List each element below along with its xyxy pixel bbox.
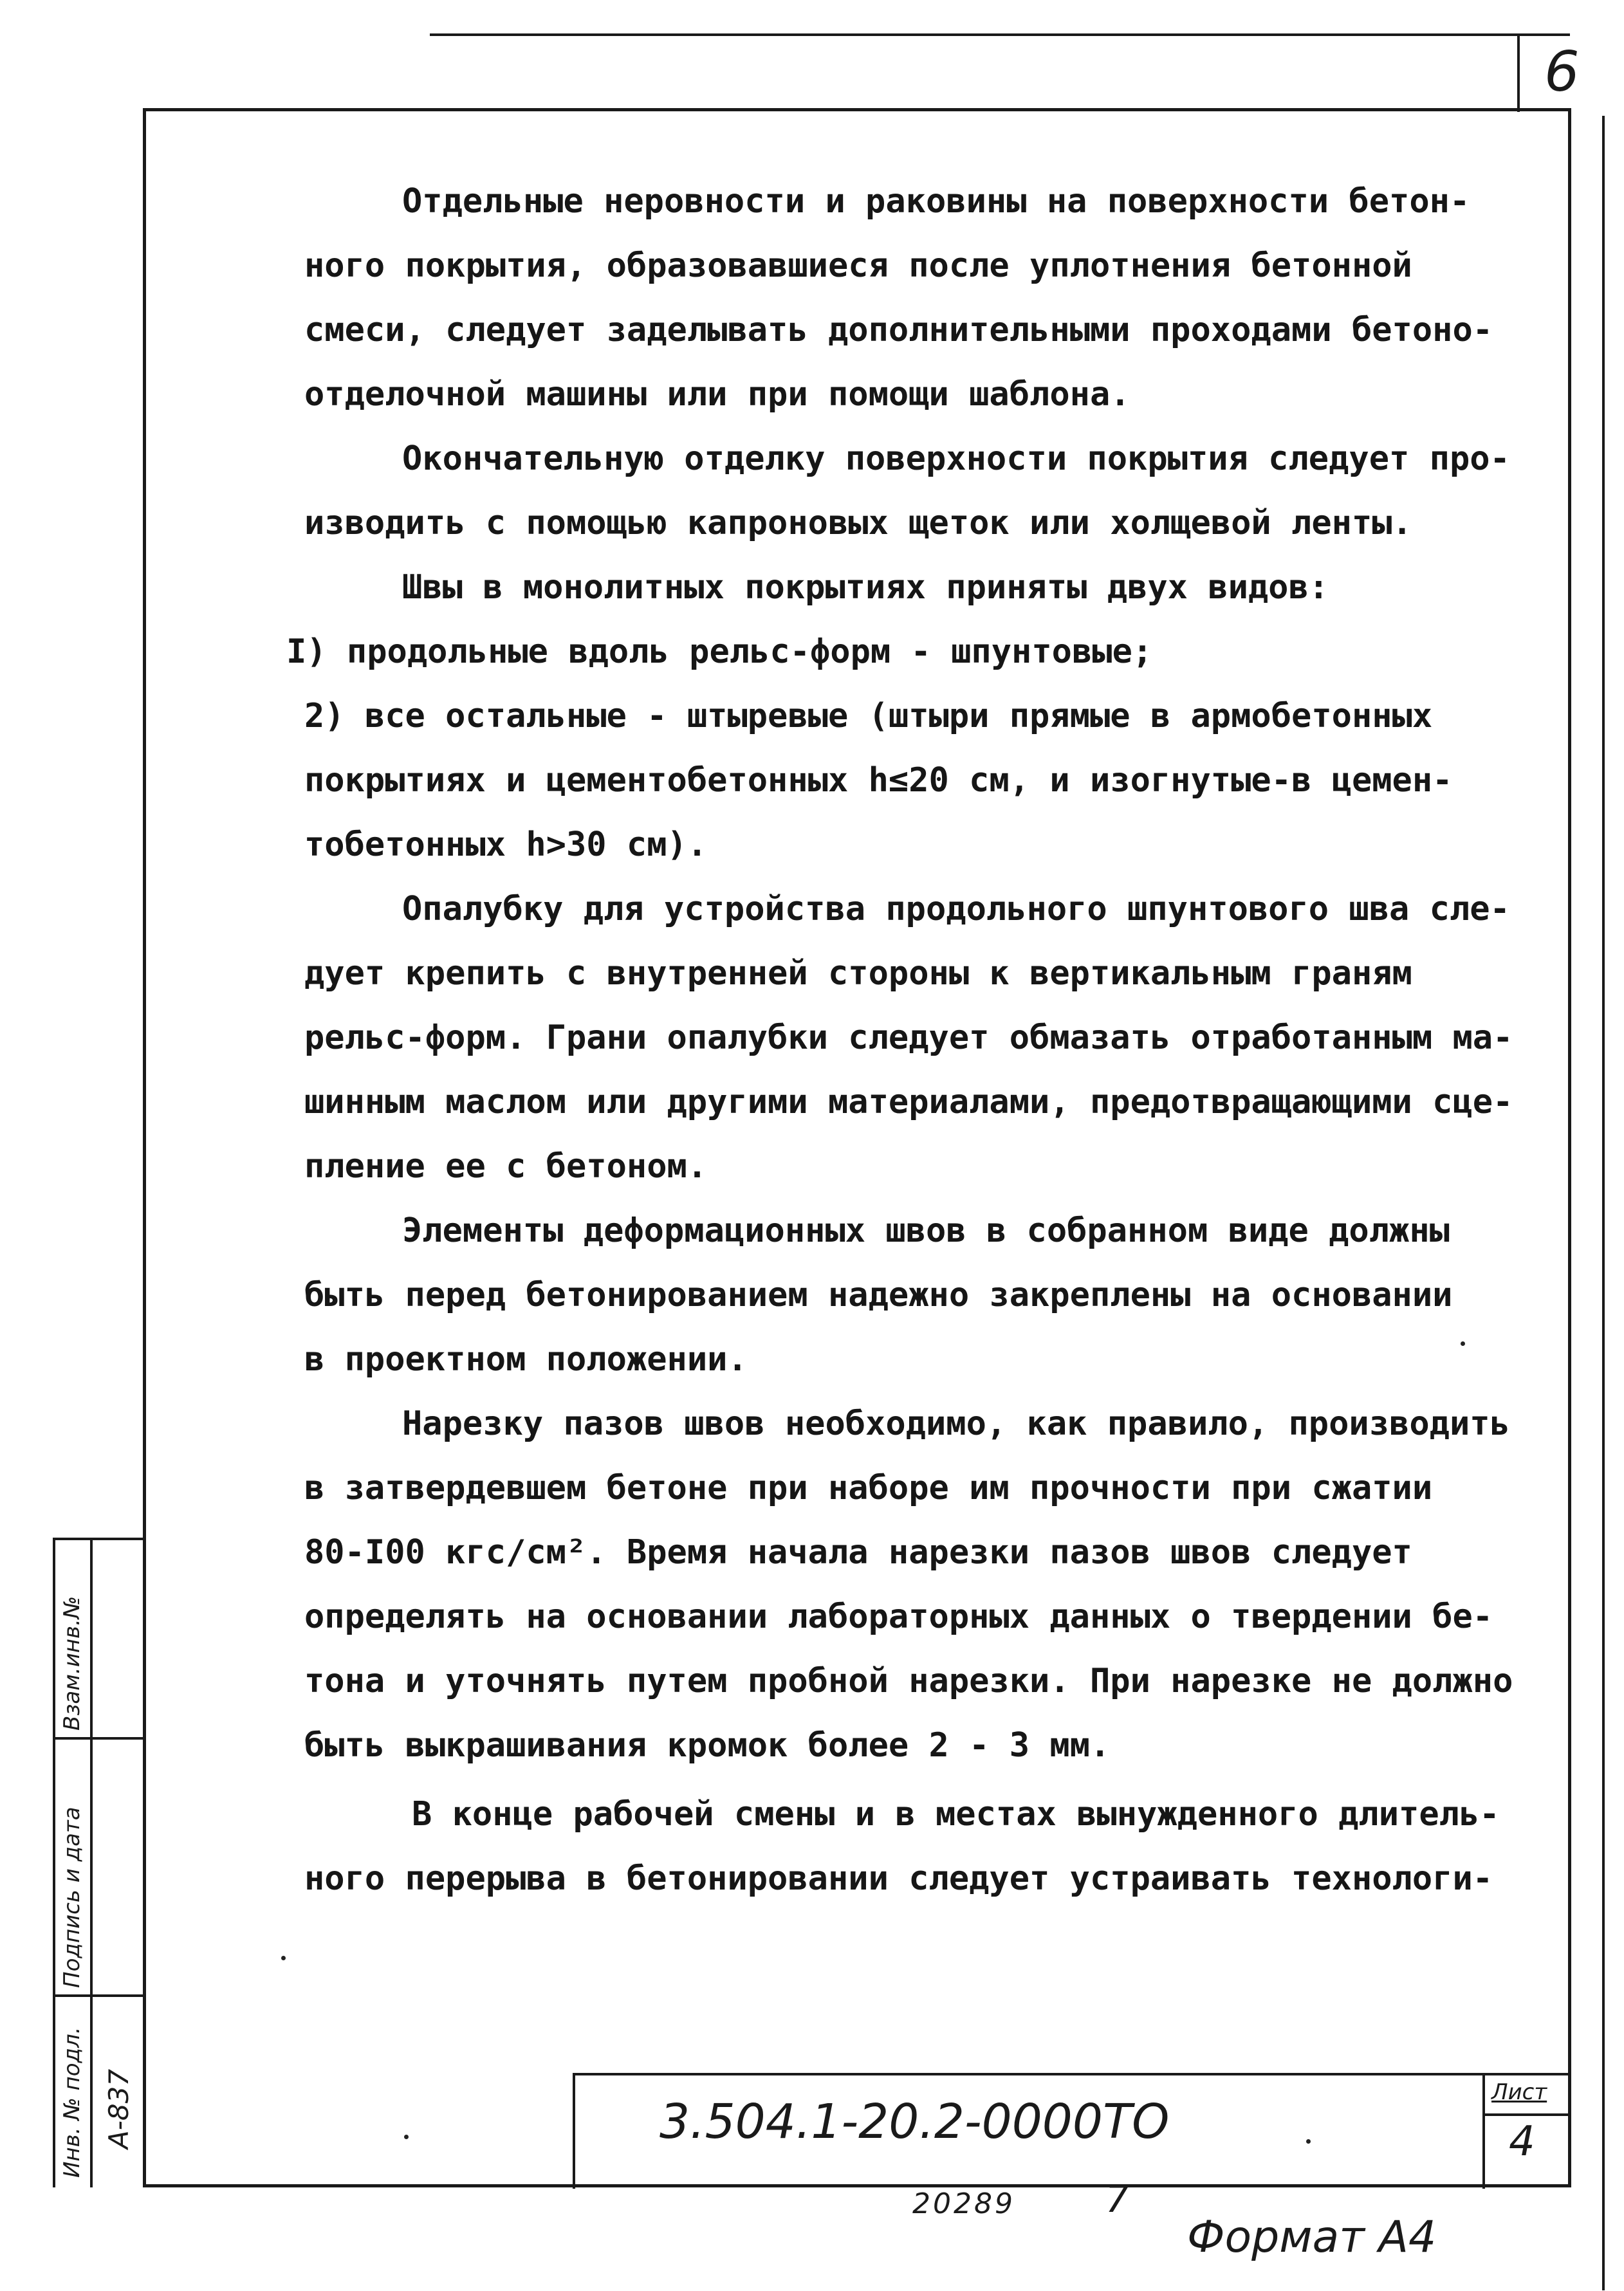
- body-line: быть выкрашивания кромок более 2 - 3 мм.: [304, 1726, 1111, 1765]
- body-line: Швы в монолитных покрытиях приняты двух видов:: [402, 568, 1329, 607]
- body-line: в проектном положении.: [304, 1340, 748, 1379]
- sheet-label: Лист: [1491, 2079, 1547, 2105]
- body-line: определять на основании лабораторных данных о твердении бе-: [304, 1597, 1493, 1636]
- body-line: В конце рабочей смены и в местах вынужденного длитель-: [412, 1795, 1500, 1834]
- body-line: Опалубку для устройства продольного шпунтового шва сле-: [402, 890, 1510, 928]
- scan-speck: [1306, 2139, 1311, 2144]
- body-line: пление ее с бетоном.: [304, 1147, 708, 1186]
- vzam-inv-label: Взам.инв.№: [59, 1596, 85, 1731]
- body-line: Отдельные неровности и раковины на поверхности бетон-: [402, 182, 1470, 221]
- body-line: Элементы деформационных швов в собранном виде должны: [402, 1211, 1450, 1250]
- document-designation: 3.504.1-20.2-0000ТО: [660, 2094, 1170, 2149]
- copy-number: 7: [1105, 2177, 1129, 2221]
- side-stamp-inner-line: [53, 1538, 55, 2187]
- body-line: I) продольные вдоль рельс-форм - шпунтовые;: [286, 632, 1153, 671]
- body-line: Нарезку пазов швов необходимо, как правило, производить: [402, 1404, 1510, 1443]
- body-line: ного перерыва в бетонировании следует устраивать технологи-: [304, 1859, 1493, 1898]
- sheet-number: 4: [1509, 2118, 1535, 2166]
- right-margin-line: [1602, 116, 1605, 2290]
- page-number: 6: [1544, 40, 1580, 104]
- body-line: тобетонных h>30 см).: [304, 825, 708, 864]
- title-block-top: [573, 2073, 1571, 2075]
- body-line: шинным маслом или другими материалами, предотвращающими сце-: [304, 1083, 1513, 1121]
- sheet-cell-left: [1482, 2073, 1485, 2189]
- body-line: изводить с помощью капроновых щеток или холщевой ленты.: [304, 504, 1412, 542]
- top-rule: [430, 33, 1570, 36]
- body-line: отделочной машины или при помощи шаблона.: [304, 375, 1130, 414]
- body-line: ного покрытия, образовавшиеся после уплотнения бетонной: [304, 246, 1412, 285]
- signature-date-label: Подпись и дата: [59, 1807, 85, 1988]
- body-line: Окончательную отделку поверхности покрытия следует про-: [402, 439, 1510, 478]
- page-number-box-left: [1517, 33, 1520, 112]
- format-label: Формат А4: [1187, 2212, 1437, 2263]
- body-line: 2) все остальные - штыревые (штыри прямые в армобетонных: [304, 697, 1433, 735]
- archive-number: 20289: [912, 2187, 1015, 2220]
- side-stamp-divider-1: [53, 1737, 144, 1740]
- inv-no-podl-label: Инв. № подл.: [59, 2027, 85, 2178]
- title-block-left: [573, 2073, 575, 2189]
- body-line: смеси, следует заделывать дополнительными проходами бетоно-: [304, 311, 1493, 349]
- body-line: рельс-форм. Грани опалубки следует обмазать отработанным ма-: [304, 1018, 1513, 1057]
- body-line: дует крепить с внутренней стороны к вертикальным граням: [304, 954, 1412, 993]
- body-line: покрытиях и цементобетонных h≤20 см, и изогнутые-в цемен-: [304, 761, 1453, 800]
- body-line: быть перед бетонированием надежно закреплены на основании: [304, 1276, 1453, 1314]
- scan-speck: [404, 2135, 409, 2139]
- side-stamp-outer-line: [90, 1538, 93, 2187]
- inv-no-podl-value: А-837: [103, 2068, 134, 2149]
- body-line: тона и уточнять путем пробной нарезки. При нарезке не должно: [304, 1662, 1513, 1700]
- body-line: 80-I00 кгс/см². Время начала нарезки пазов швов следует: [304, 1533, 1412, 1572]
- scan-speck: [1461, 1341, 1465, 1346]
- body-line: в затвердевшем бетоне при наборе им прочности при сжатии: [304, 1469, 1433, 1507]
- sheet-cell-divider: [1482, 2113, 1571, 2116]
- side-stamp-top-line: [53, 1538, 144, 1540]
- scan-speck: [281, 1956, 286, 1960]
- side-stamp-divider-2: [53, 1994, 144, 1997]
